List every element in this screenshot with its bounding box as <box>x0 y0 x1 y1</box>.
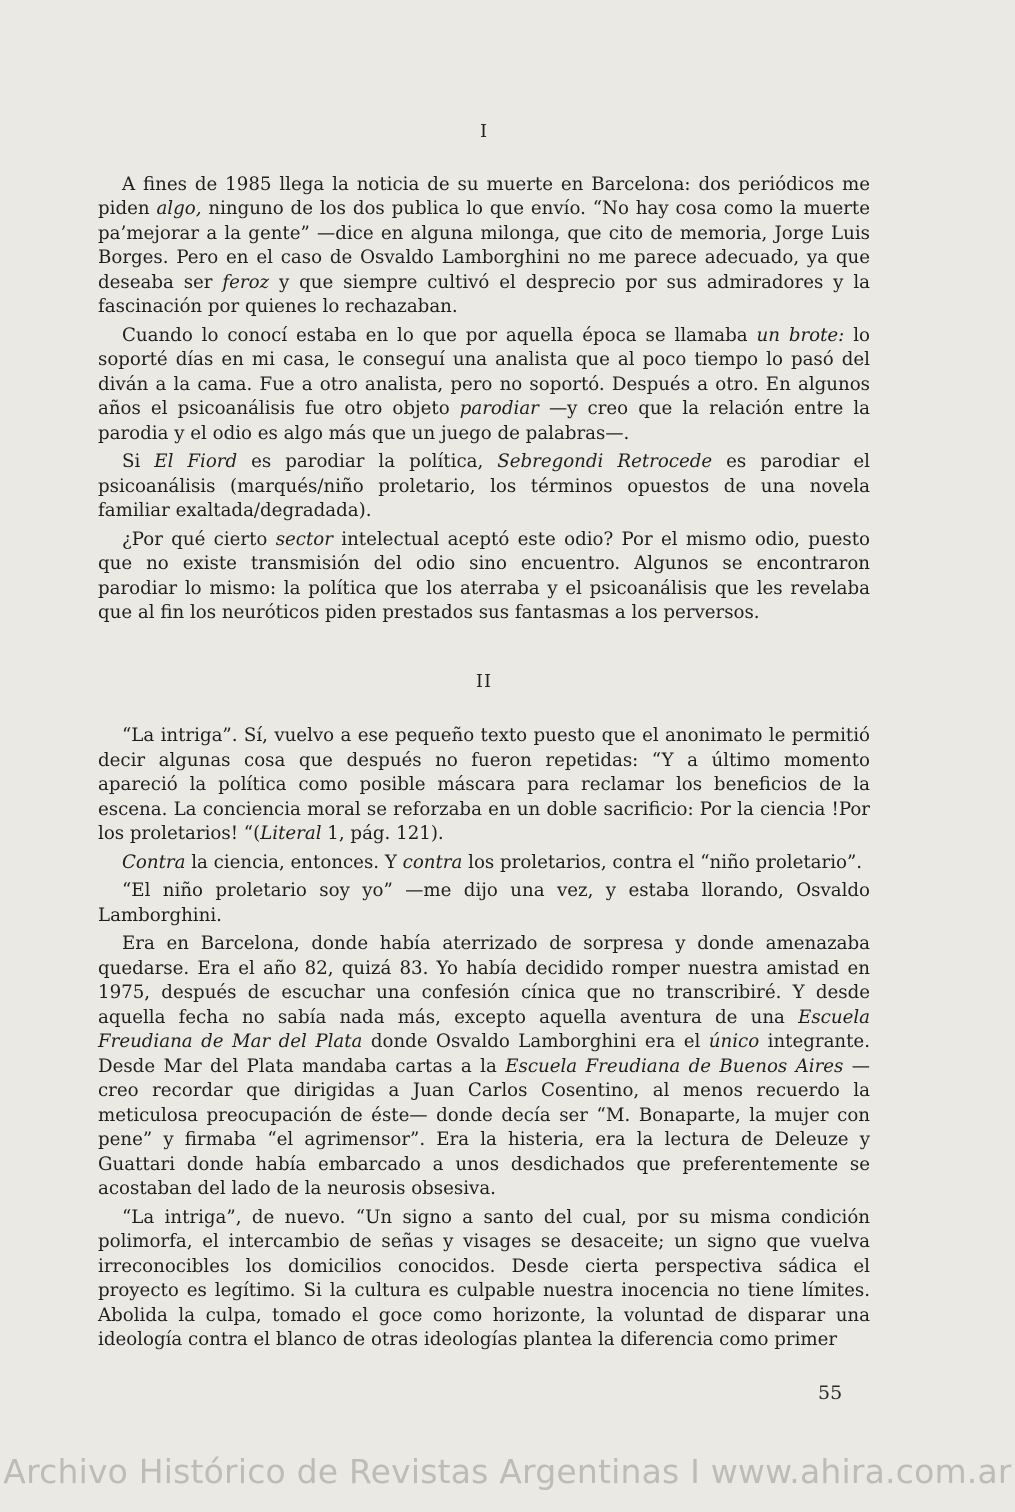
text-run: integrante. Desde Mar del Plata mandaba cartas a la <box>98 1031 870 1077</box>
paragraph <box>98 932 870 1202</box>
text-run: los proletarios, contra el “niño proletario”. <box>462 851 863 873</box>
text-run: —y creo que la relación entre la parodia y el odio es algo más que un juego de palabras—. <box>98 398 871 444</box>
page-number: 55 <box>818 1382 843 1404</box>
text-run: Era en Barcelona, donde había aterrizado de sorpresa y donde amenazaba quedarse. Era el año 82, quizá 83. Yo había decidido romper nuestra amistad en 1975, después de escuchar una confesión cínica que no transcribiré. Y desde aquella fecha no sabía nada más, excepto aquella aventura de una <box>98 933 870 1028</box>
text-run: donde Osvaldo Lamborghini era el <box>362 1031 709 1052</box>
text-run: y que siempre cultivó el desprecio por sus admiradores y la fascinación por quienes lo rechazaban. <box>98 271 870 317</box>
text-run: Si <box>122 451 155 472</box>
text-run: Cuando lo conocí estaba en lo que por aquella época se llamaba <box>122 324 757 346</box>
section-2-paragraphs <box>98 724 870 1353</box>
paragraph <box>98 528 870 626</box>
paragraph <box>98 724 870 847</box>
paragraph <box>98 879 870 928</box>
text-run: A fines de 1985 llega la noticia de su muerte en Barcelona: dos periódicos me piden <box>98 173 870 219</box>
italic-text: feroz <box>222 271 270 293</box>
text-run: “El niño proletario soy yo” —me dijo una vez, y estaba llorando, Osvaldo Lamborghini. <box>98 880 870 926</box>
paragraph <box>98 1206 870 1353</box>
italic-text: Sebregondi Retrocede <box>497 451 713 472</box>
text-run: es parodiar la política, <box>237 451 498 472</box>
text-run: 1, pág. 121). <box>321 823 444 844</box>
section-heading-1: I <box>479 121 489 142</box>
italic-text: contra <box>402 851 463 873</box>
italic-text: Escuela Freudiana de Buenos Aires <box>505 1055 844 1077</box>
text-run: ninguno de los dos publica lo que envío. “No hay cosa como la muerte pa’mejorar a la gente” —dice en alguna milonga, que cito de memoria, Jorge Luis Borges. Pero en el caso de Osvaldo Lamborghini no me parece adecuado, ya que deseaba ser <box>98 198 870 293</box>
text-run: “La intriga”, de nuevo. “Un signo a santo del cual, por su misma condición polimorfa, el intercambio de señas y visages se desaceite; un signo que vuelva irreconocibles los domicilios conocidos. Desde cierta perspectiva sádica el proyecto es legítimo. Si la cultura es culpable nuestra inocencia no tiene límites. Abolida la culpa, tomado el goce como horizonte, la voluntad de disparar una ideología contra el blanco de otras ideologías plantea la diferencia como primer <box>98 1206 870 1350</box>
text-run: —creo recordar que dirigidas a Juan Carlos Cosentino, al menos recuerdo la meticulosa preocupación de éste— donde decía ser “M. Bonaparte, la mujer con pene” y firmaba “el agrimensor”. Era la histeria, era la lectura de Deleuze y Guattari donde había embarcado a unos desdichados que preferentemente se acostaban del lado de la neurosis obsesiva. <box>98 1055 870 1199</box>
paragraph <box>98 851 870 876</box>
italic-text: algo, <box>156 198 202 219</box>
italic-text: El Fiord <box>154 451 238 472</box>
italic-text: Contra <box>122 851 186 873</box>
italic-text: único <box>708 1031 760 1052</box>
italic-text: Escuela Freudiana de Mar del Plata <box>98 1006 870 1052</box>
section-1-paragraphs <box>98 173 870 626</box>
italic-text: sector <box>275 528 333 550</box>
section-heading-2: II <box>475 670 493 692</box>
paragraph <box>98 324 870 447</box>
text-run: lo soporté días en mi casa, le conseguí una analista que al poco tiempo lo pasó del diván a la cama. Fue a otro analista, pero no soportó. Después a otro. En algunos años el psicoanálisis fue otro objeto <box>98 324 870 419</box>
paragraph <box>98 173 870 320</box>
paragraph <box>98 450 870 524</box>
archive-watermark: Archivo Histórico de Revistas Argentinas I www.ahira.com.ar <box>3 1452 1012 1491</box>
text-run: es parodiar el psicoanálisis (marqués/niño proletario, los términos opuestos de una novela familiar exaltada/degradada). <box>98 451 870 521</box>
italic-text: Literal <box>260 823 322 844</box>
article-body <box>98 120 870 1357</box>
text-run: intelectual aceptó este odio? Por el mismo odio, puesto que no existe transmisión del odio sino encuentro. Algunos se encontraron parodiar lo mismo: la política que los aterraba y el psicoanálisis que les revelaba que al fin los neuróticos piden prestados sus fantasmas a los perversos. <box>98 528 870 623</box>
text-run: la ciencia, entonces. Y <box>185 851 403 873</box>
text-run: ¿Por qué cierto <box>122 528 276 550</box>
italic-text: parodiar <box>459 398 539 419</box>
italic-text: un brote: <box>756 324 845 346</box>
text-run: “La intriga”. Sí, vuelvo a ese pequeño texto puesto que el anonimato le permitió decir algunas cosa que después no fueron repetidas: “Y a último momento apareció la política como posible máscara para reclamar los beneficios de la escena. La conciencia moral se reforzaba en un doble sacrificio: Por la ciencia !Por los proletarios! “( <box>98 725 870 844</box>
